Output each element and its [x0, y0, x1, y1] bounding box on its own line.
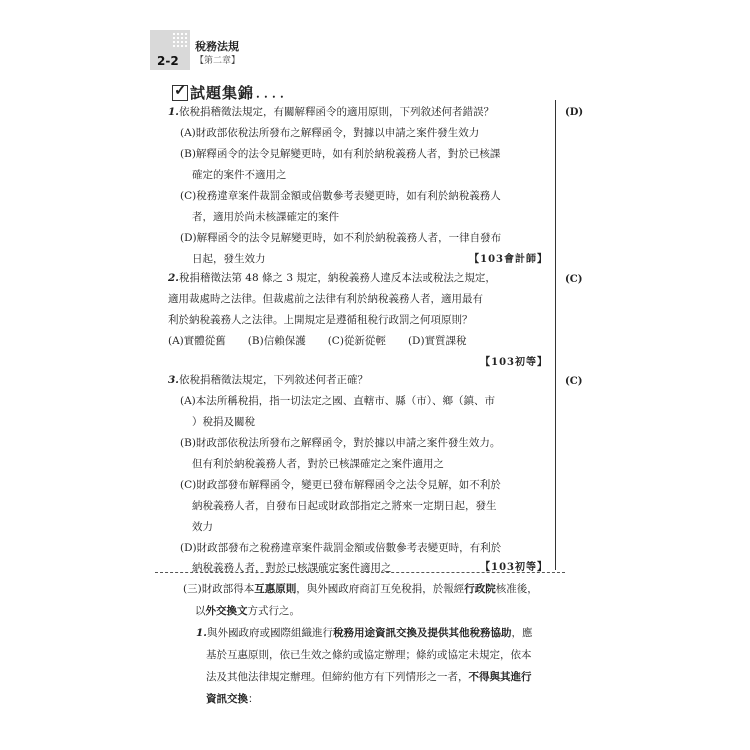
- option-b: (B)信賴保護: [247, 335, 306, 347]
- question-stem: 3.依稅捐稽徵法規定，下列敘述何者正確？: [168, 374, 368, 386]
- option-a: (A)本法所稱稅捐，指一切法定之國、直轄市、縣（市）、鄉（鎮、市: [180, 395, 496, 407]
- exam-source: 【103初等】: [480, 357, 548, 368]
- option-d-cont: 納稅義務人者，對於已核課確定案件適用之 【103初等】: [168, 559, 548, 577]
- option-b: (B)解釋函令的法令見解變更時，如有利於納稅義務人者，對於已核課: [180, 148, 501, 160]
- item-line-1: 1.與外國政府或國際組織進行稅務用途資訊交換及提供其他稅務協助，應: [196, 627, 533, 639]
- question-stem-cont: 利於納稅義務人之法律。上開規定是遵循租稅行政罰之何項原則？: [168, 314, 473, 326]
- provision-line-1: (三)財政部得本互惠原則，與外國政府商訂互免稅捐，於報經行政院核准後，: [183, 583, 538, 595]
- question-number: 2.: [168, 272, 179, 284]
- chapter-label: 【第二章】: [195, 56, 241, 66]
- option-c-cont: 納稅義務人者，自發布日起或財政部指定之將來一定期日起，發生: [192, 500, 497, 512]
- question-2: [168, 268, 548, 373]
- dashed-separator: [155, 572, 565, 573]
- item-line-4: 資訊交換：: [206, 693, 259, 705]
- question-stem: 2.稅捐稽徵法第 48 條之 3 規定，納稅義務人違反本法或稅法之規定，: [168, 272, 496, 284]
- section-title: 試題集錦: [190, 84, 255, 102]
- exam-source: 【103初等】: [480, 562, 548, 573]
- question-text: 依稅捐稽徵法規定，有關解釋函令的適用原則，下列敘述何者錯誤？: [178, 106, 494, 118]
- book-title: 稅務法規: [195, 40, 239, 53]
- provision-item-1: [196, 622, 581, 710]
- answer-q2: (C): [565, 274, 583, 285]
- question-number: 3.: [168, 374, 179, 386]
- option-a: (A)實體從舊: [168, 335, 226, 347]
- option-c: (C)稅務違章案件裁罰金額或倍數參考表變更時，如有利於納稅義務人: [180, 190, 501, 202]
- option-b-cont: 確定的案件不適用之: [192, 169, 287, 181]
- section-heading: [172, 82, 294, 103]
- question-stem: [168, 102, 548, 123]
- option-c-cont2: 效力: [192, 521, 213, 533]
- section-dots: ．．．．: [256, 86, 295, 100]
- exam-source: 【103會計師】: [469, 254, 548, 265]
- option-c: (C)財政部發布解釋函令，變更已發布解釋函令之法令見解，如不利於: [180, 479, 501, 491]
- checkbox-icon: [172, 85, 188, 101]
- provision-line-2: 以外交換文方式行之。: [195, 605, 300, 617]
- answer-q3: (C): [565, 376, 583, 387]
- dot-pattern-decoration: [172, 32, 188, 48]
- page-number: 2-2: [157, 54, 179, 68]
- item-line-3: 法及其他法律規定辦理。但締約他方有下列情形之一者，不得與其進行: [206, 671, 532, 683]
- question-1: [168, 102, 548, 270]
- question-number: 1.: [168, 106, 179, 118]
- option-d: (D)實質課稅: [407, 335, 467, 347]
- option-b-cont: 但有利於納稅義務人者，對於已核課確定之案件適用之: [192, 458, 444, 470]
- answer-q1: (D): [565, 107, 584, 118]
- option-a-cont: ）稅捐及關稅: [192, 416, 255, 428]
- question-3: [168, 370, 548, 577]
- option-a: (A)財政部依稅法所發布之解釋函令，對據以申請之案件發生效力: [180, 127, 480, 139]
- options-row: [168, 331, 548, 352]
- answer-column-divider: [555, 100, 556, 570]
- option-c: (C)從新從輕: [327, 335, 386, 347]
- option-d-cont: 日起，發生效力 【103會計師】: [168, 249, 548, 270]
- option-c-cont: 者，適用於尚未核課確定的案件: [192, 211, 339, 223]
- option-d: (D)財政部發布之稅務違章案件裁罰金額或倍數參考表變更時，有利於: [180, 542, 502, 554]
- option-d: (D)解釋函令的法令見解變更時，如不利於納稅義務人者，一律自發布: [180, 232, 502, 244]
- option-b: (B)財政部依稅法所發布之解釋函令，對於據以申請之案件發生效力。: [180, 437, 501, 449]
- item-line-2: 基於互惠原則，依已生效之條約或協定辦理；條約或協定未規定，依本: [206, 649, 532, 661]
- provision-paragraph: [183, 578, 578, 622]
- question-stem-cont: 適用裁處時之法律。但裁處前之法律有利於納稅義務人者，適用最有: [168, 293, 483, 305]
